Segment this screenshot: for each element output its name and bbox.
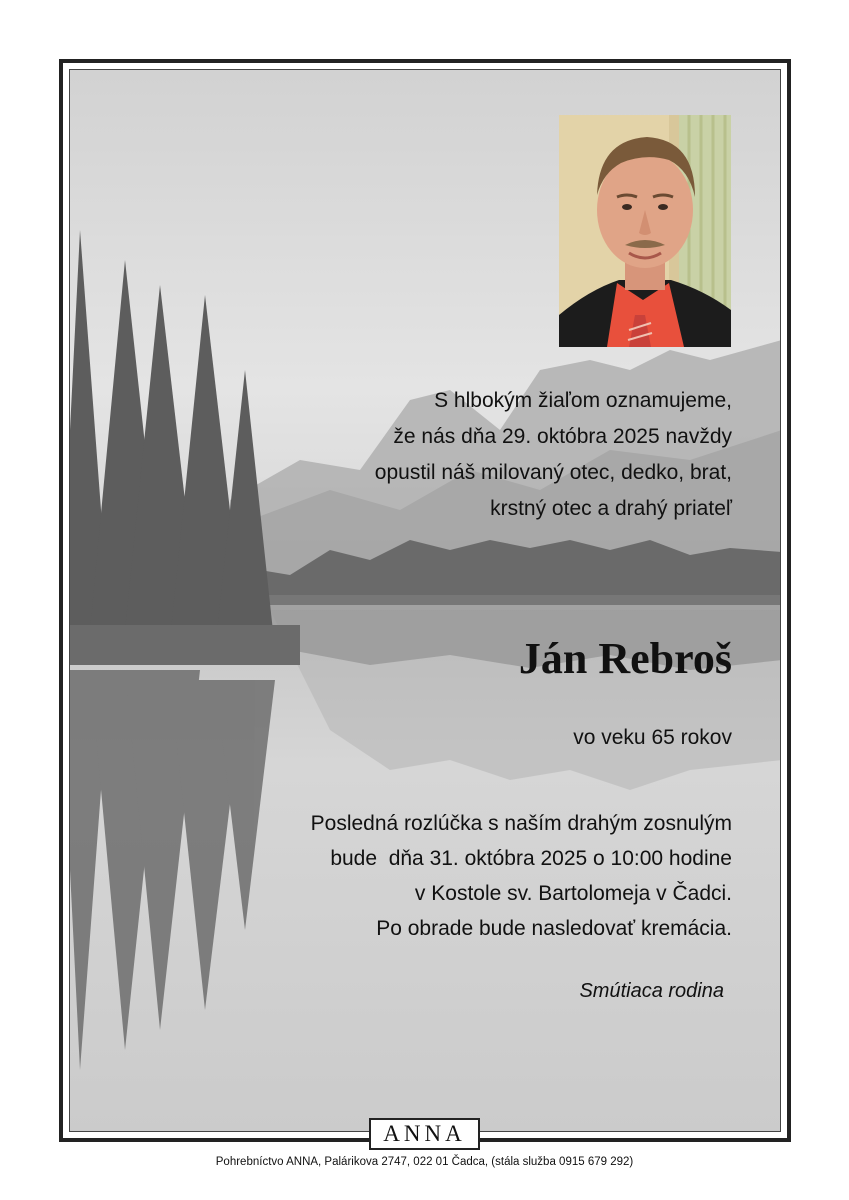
farewell-line: bude dňa 31. októbra 2025 o 10:00 hodine	[330, 847, 732, 870]
footer-contact: Pohrebníctvo ANNA, Palárikova 2747, 022 01 Čadca, (stála služba 0915 679 292)	[215, 1156, 634, 1168]
farewell-line: v Kostole sv. Bartolomeja v Čadci.	[414, 882, 732, 905]
deceased-age: vo veku 65 rokov	[573, 726, 732, 749]
announcement-line: opustil náš milovaný otec, dedko, brat,	[374, 461, 732, 484]
farewell-details	[212, 806, 732, 946]
farewell-line: Po obrade bude nasledovať kremácia.	[376, 917, 732, 940]
announcement-line: S hlbokým žiaľom oznamujeme,	[434, 389, 732, 412]
brand-logo-box: ANNA	[369, 1118, 480, 1150]
announcement-text	[282, 383, 732, 527]
announcement-line: že nás dňa 29. októbra 2025 navždy	[393, 425, 732, 448]
portrait-photo	[559, 115, 731, 347]
announcement-line: krstný otec a drahý priateľ	[490, 497, 732, 520]
family-signature: Smútiaca rodina	[579, 980, 724, 1002]
farewell-line: Posledná rozlúčka s naším drahým zosnulým	[310, 812, 732, 835]
deceased-name: Ján Rebroš	[518, 634, 732, 683]
